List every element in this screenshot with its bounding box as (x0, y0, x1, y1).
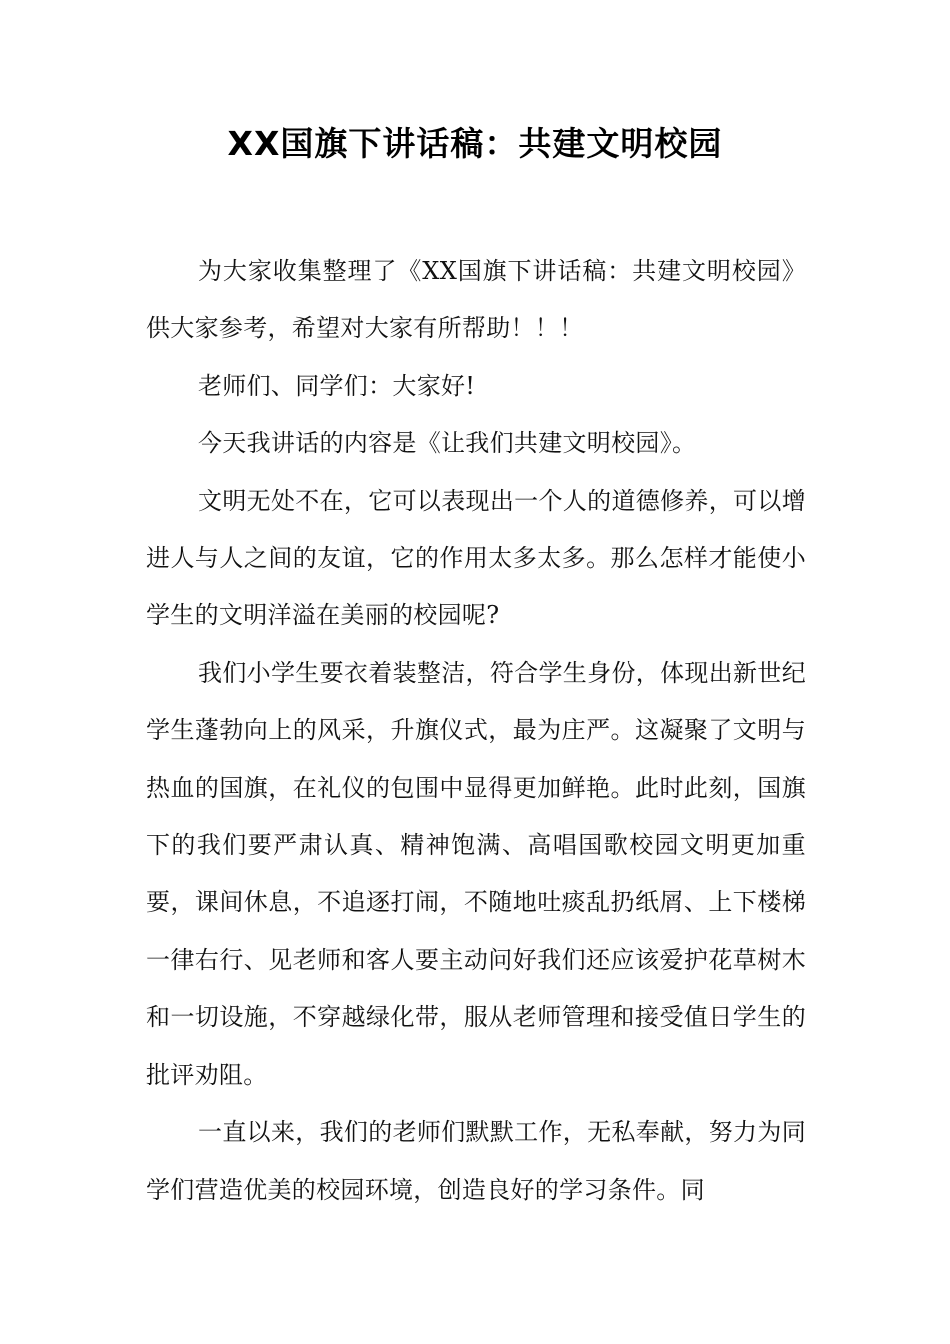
paragraph-conduct: 我们小学生要衣着装整洁，符合学生身份，体现出新世纪学生蓬勃向上的风采，升旗仪式，最为庄严。这凝聚了文明与热血的国旗，在礼仪的包围中显得更加鲜艳。此时此刻，国旗下的我们要严肃认真、精神饱满、高唱国歌校园文明更加重要，课间休息，不追逐打闹，不随地吐痰乱扔纸屑、上下楼梯一律右行、见老师和客人要主动问好我们还应该爱护花草树木和一切设施，不穿越绿化带，服从老师管理和接受值日学生的批评劝阻。 (146, 658, 806, 1089)
paragraph-teachers: 一直以来，我们的老师们默默工作，无私奉献，努力为同学们营造优美的校园环境，创造良好的学习条件。同 (146, 1118, 806, 1204)
paragraph-topic: 今天我讲话的内容是《让我们共建文明校园》。 (198, 429, 697, 458)
document-title: XX国旗下讲话稿：共建文明校园 (227, 124, 723, 163)
paragraph-intro: 为大家收集整理了《XX国旗下讲话稿：共建文明校园》供大家参考，希望对大家有所帮助！！！ (146, 257, 806, 343)
paragraph-greeting: 老师们、同学们：大家好! (198, 371, 476, 400)
paragraph-civility: 文明无处不在，它可以表现出一个人的道德修养，可以增进人与人之间的友谊，它的作用太多太多。那么怎样才能使小学生的文明洋溢在美丽的校园呢? (146, 486, 806, 630)
document-body (146, 243, 806, 1219)
